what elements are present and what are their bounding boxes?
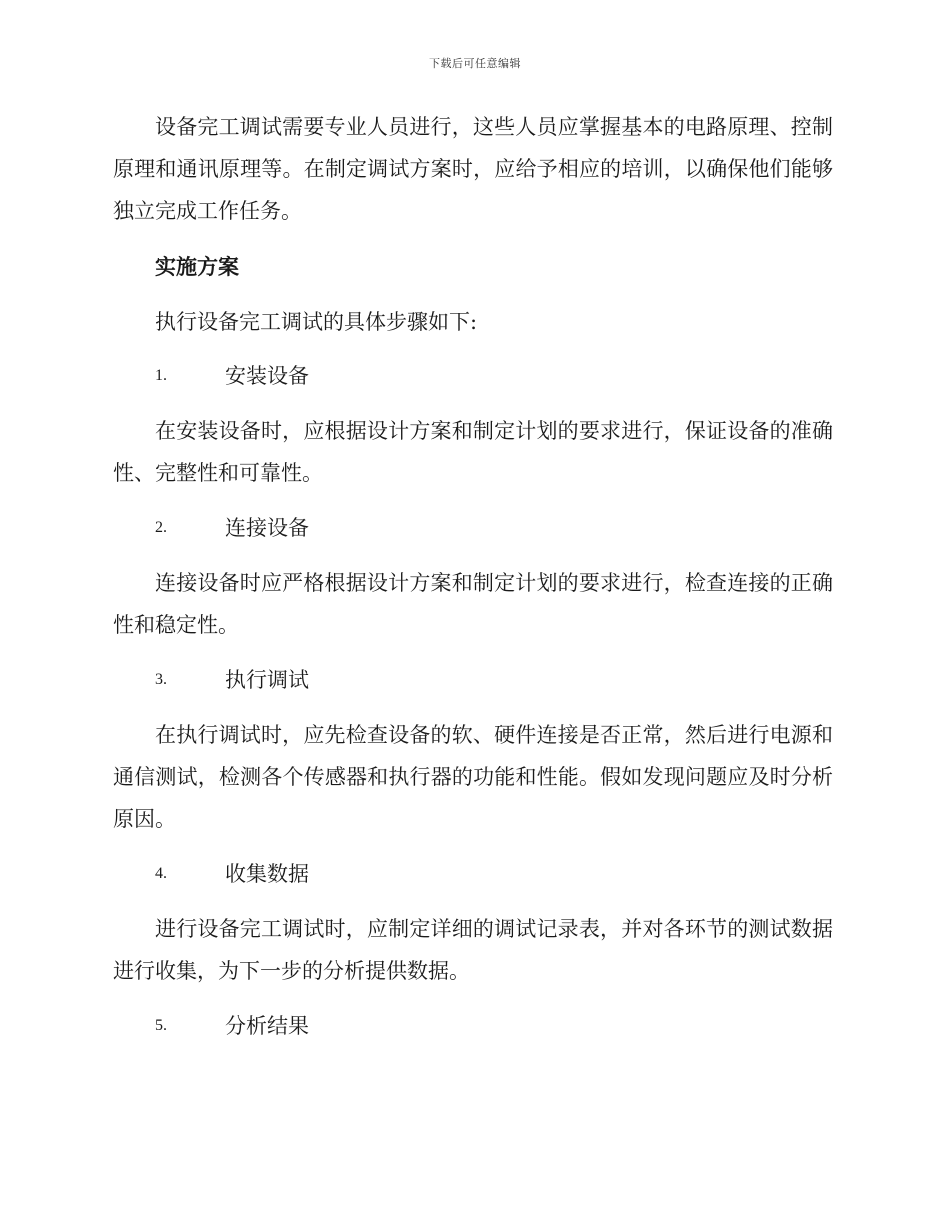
page-header: 下载后可任意编辑 bbox=[429, 57, 521, 70]
step-2-description: 连接设备时应严格根据设计方案和制定计划的要求进行，检查连接的正确性和稳定性。 bbox=[113, 571, 833, 637]
list-number: 2. bbox=[155, 519, 167, 536]
list-title: 收集数据 bbox=[225, 862, 309, 886]
list-title: 分析结果 bbox=[225, 1014, 309, 1038]
list-number: 1. bbox=[155, 367, 167, 384]
list-title: 安装设备 bbox=[225, 364, 309, 388]
steps-intro-paragraph: 执行设备完工调试的具体步骤如下: bbox=[155, 310, 478, 334]
section-heading: 实施方案 bbox=[155, 254, 239, 279]
list-number: 4. bbox=[155, 865, 167, 882]
step-3-description: 在执行调试时，应先检查设备的软、硬件连接是否正常，然后进行电源和通信测试，检测各个传感器和执行器的功能和性能。假如发现问题应及时分析原因。 bbox=[113, 723, 833, 831]
list-item-step-4 bbox=[155, 853, 309, 895]
list-title: 连接设备 bbox=[225, 516, 309, 540]
step-4-description: 进行设备完工调试时，应制定详细的调试记录表，并对各环节的测试数据进行收集，为下一步的分析提供数据。 bbox=[113, 917, 833, 983]
list-number: 5. bbox=[155, 1017, 167, 1034]
list-item-step-2 bbox=[155, 507, 309, 549]
list-item-step-5 bbox=[155, 1005, 309, 1047]
list-title: 执行调试 bbox=[225, 668, 309, 692]
step-1-description: 在安装设备时，应根据设计方案和制定计划的要求进行，保证设备的准确性、完整性和可靠性。 bbox=[113, 419, 833, 485]
list-item-step-1 bbox=[155, 355, 309, 397]
intro-paragraph: 设备完工调试需要专业人员进行，这些人员应掌握基本的电路原理、控制原理和通讯原理等。在制定调试方案时，应给予相应的培训，以确保他们能够独立完成工作任务。 bbox=[113, 115, 833, 223]
list-item-step-3 bbox=[155, 659, 309, 701]
list-number: 3. bbox=[155, 671, 167, 688]
